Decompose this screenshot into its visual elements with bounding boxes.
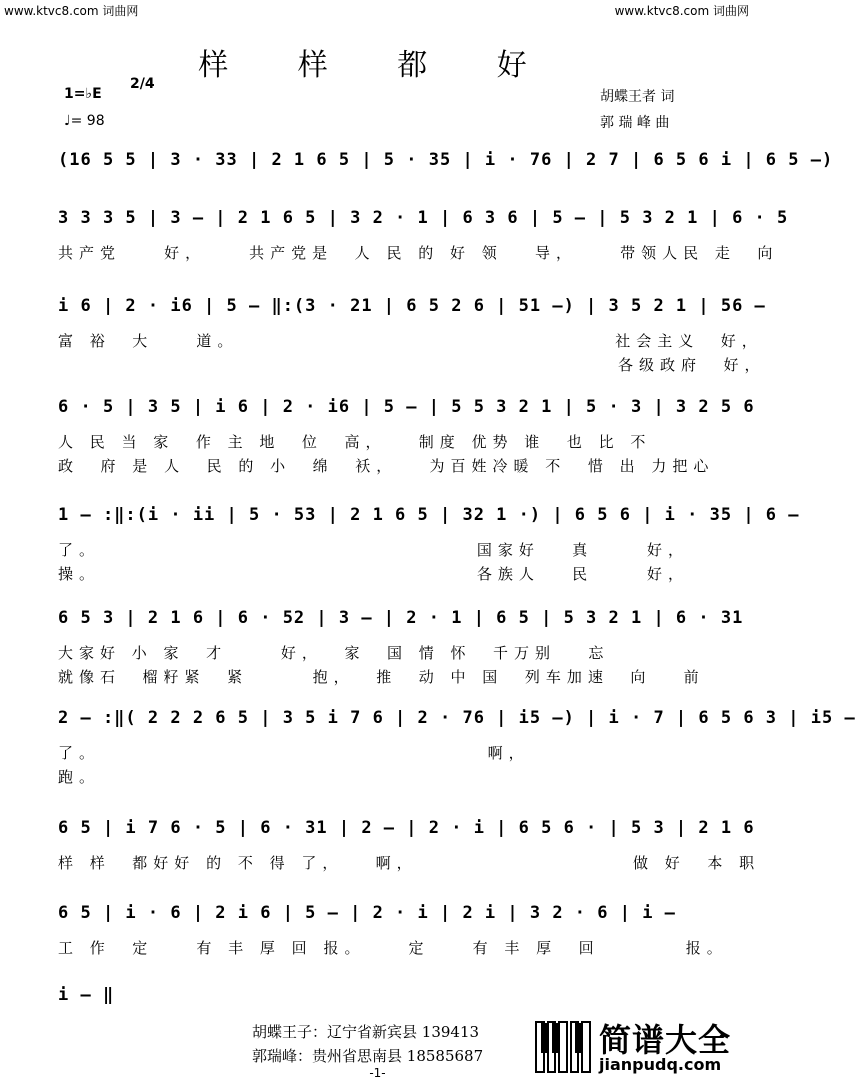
key-signature: 1=♭E <box>64 86 102 102</box>
score-line <box>58 818 761 914</box>
lyric-row: 工 作 定 有 丰 厚 回 报。 定 有 丰 厚 回 报。 <box>58 939 728 957</box>
tempo-mark: ♩= 98 <box>64 113 105 129</box>
lyric-row: 样 样 都好好 的 不 得 了， 啊， 做 好 本 职 <box>58 854 761 872</box>
lyric-row: 共产党 好， 共产党是 人 民 的 好 领 导， 带领人民 走 向 <box>58 244 779 262</box>
notation-row: i – ‖ <box>58 985 115 1005</box>
lyric-row: 各级政府 好， <box>58 356 766 374</box>
lyricist-credit: 胡蝶王者 词 <box>600 89 675 105</box>
footer-contact-1: 胡蝶王子：辽宁省新宾县 139413 <box>252 1023 480 1041</box>
notation-row: i 6 | 2 · i6 | 5 – ‖:(3 · 21 | 6 5 2 6 | 51 –) | 3 5 2 1 | 56 – <box>58 296 766 316</box>
notation-row: 6 5 | i 7 6 · 5 | 6 · 31 | 2 – | 2 · i | 6 5 6 · | 5 3 | 2 1 6 <box>58 818 755 838</box>
notation-row: (16 5 5 | 3 · 33 | 2 1 6 5 | 5 · 35 | i · 76 | 2 7 | 6 5 6 i | 6 5 –) <box>58 150 834 170</box>
song-title: 样 样 都 好 <box>198 48 557 83</box>
header-right: www.ktvc8.com 词曲网 <box>614 4 749 18</box>
lyric-row: 跑。 <box>58 768 101 786</box>
logo-text: 简谱大全 <box>599 1021 732 1059</box>
notation-row: 6 · 5 | 3 5 | i 6 | 2 · i6 | 5 – | 5 5 3 2 1 | 5 · 3 | 3 2 5 6 <box>58 397 755 417</box>
score-line <box>58 296 766 392</box>
notation-row: 3 3 3 5 | 3 – | 2 1 6 5 | 3 2 · 1 | 6 3 6 | 5 – | 5 3 2 1 | 6 · 5 <box>58 208 789 228</box>
lyric-row: 人 民 当 家 作 主 地 位 高， 制度 优势 谁 也 比 不 <box>58 433 652 451</box>
notation-row: 6 5 3 | 2 1 6 | 6 · 52 | 3 – | 2 · 1 | 6 5 | 5 3 2 1 | 6 · 31 <box>58 608 744 628</box>
lyric-row: 富 裕 大 道。 社会主义 好， <box>58 332 763 350</box>
lyric-row: 政 府 是 人 民 的 小 绵 袄， 为百姓冷暖 不 惜 出 力把心 <box>58 457 715 475</box>
time-signature: 2/4 <box>130 76 155 92</box>
lyric-row: 大家好 小 家 才 好， 家 国 情 怀 千万别 忘 <box>58 644 610 662</box>
score-line <box>58 208 789 304</box>
notation-row: 6 5 | i · 6 | 2 i 6 | 5 – | 2 · i | 2 i | 3 2 · 6 | i – <box>58 903 676 923</box>
page-number: -1- <box>369 1066 386 1080</box>
lyric-row: 了。 国家好 真 好， <box>58 541 690 559</box>
score-line <box>58 505 800 601</box>
logo-url: jianpudq.com <box>599 1055 722 1074</box>
lyric-row: 操。 各族人 民 好， <box>58 565 690 583</box>
score-line <box>58 708 856 804</box>
notation-row: 2 – :‖( 2 2 2 6 5 | 3 5 i 7 6 | 2 · 76 | i5 –) | i · 7 | 6 5 6 3 | i5 – <box>58 708 856 728</box>
header-left: www.ktvc8.com 词曲网 <box>4 4 139 18</box>
score-line <box>58 397 755 493</box>
lyric-row: 了。 啊， <box>58 744 530 762</box>
notation-row: 1 – :‖:(i · ii | 5 · 53 | 2 1 6 5 | 32 1 ·) | 6 5 6 | i · 35 | 6 – <box>58 505 800 525</box>
composer-credit: 郭 瑞 峰 曲 <box>600 115 670 131</box>
footer-contact-2: 郭瑞峰：贵州省思南县 18585687 <box>252 1047 484 1065</box>
lyric-row: 就像石 榴籽紧 紧 抱， 推 动 中 国 列车加速 向 前 <box>58 668 705 686</box>
score-line <box>58 608 748 704</box>
